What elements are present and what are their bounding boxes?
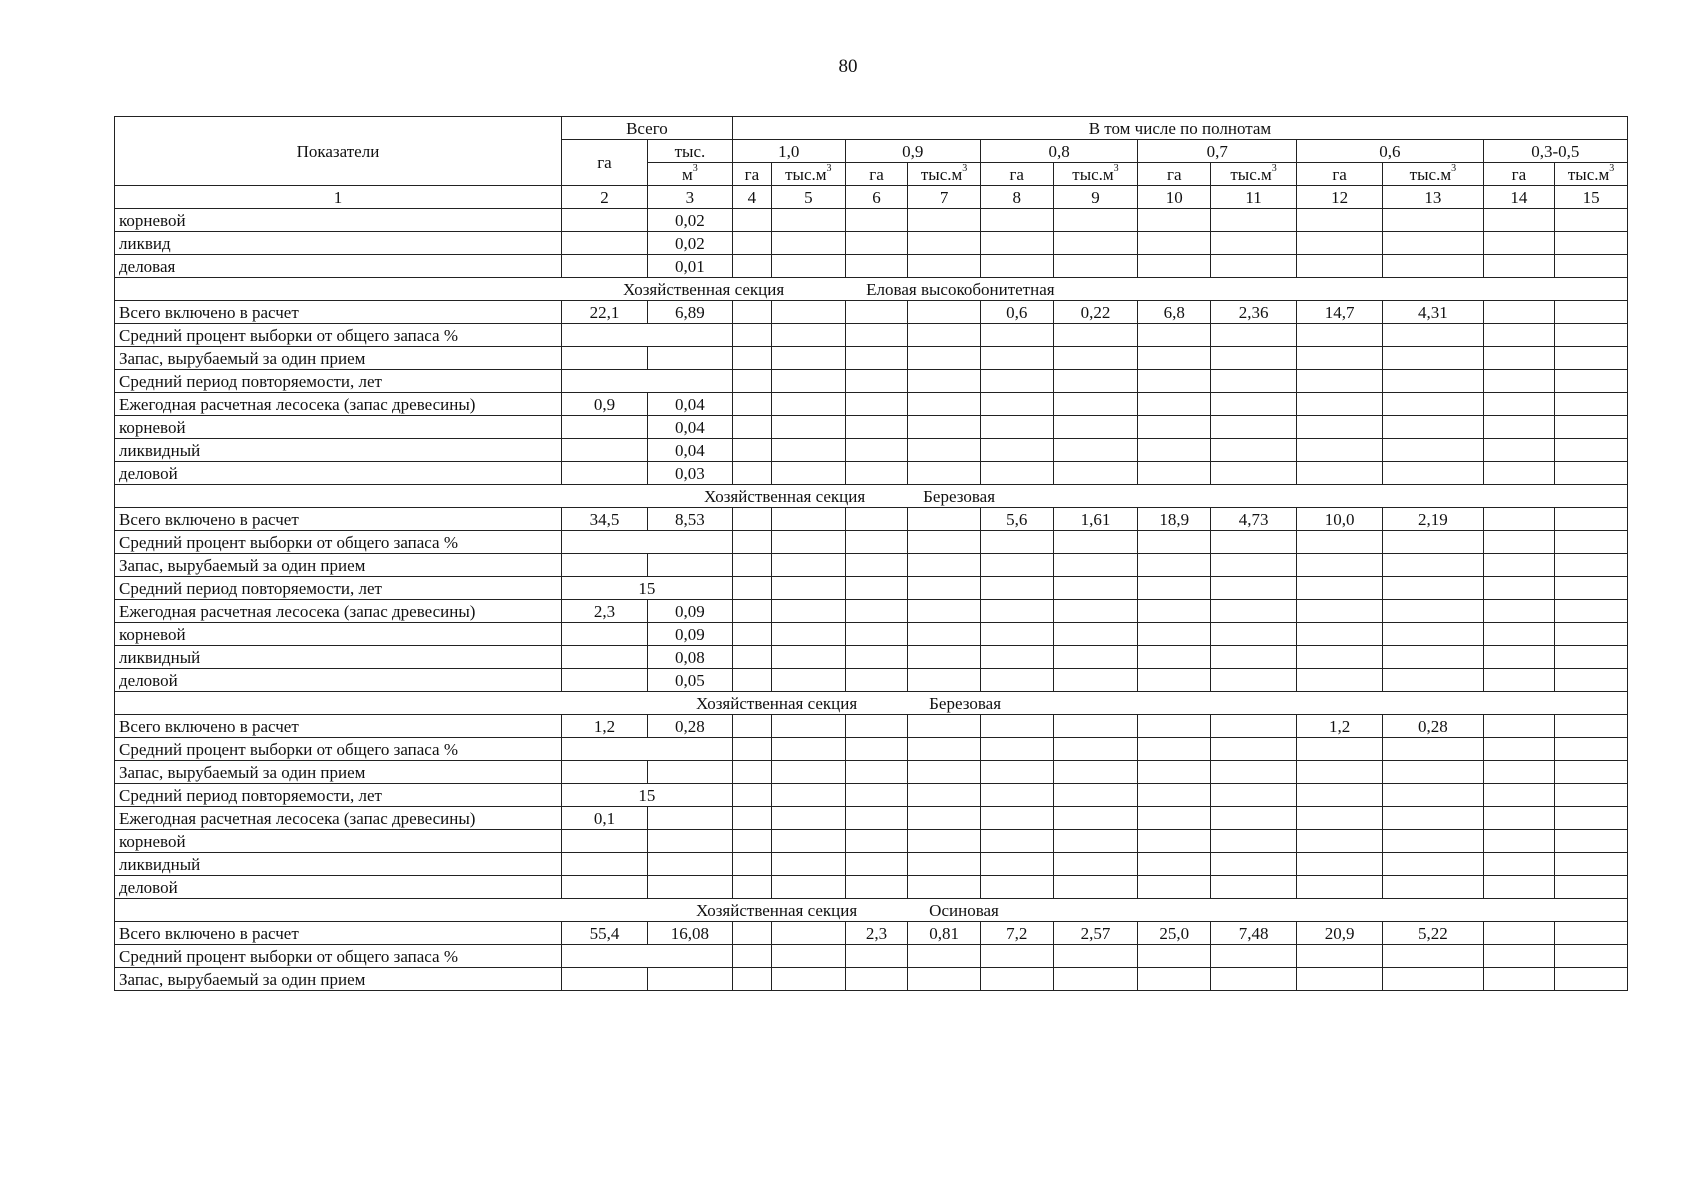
cell-value: 0,09	[647, 623, 732, 646]
table-row	[115, 623, 1628, 646]
row-label: Ежегодная расчетная лесосека (запас древесины)	[115, 600, 562, 623]
cell-value: 34,5	[561, 508, 647, 531]
row-label: Запас, вырубаемый за один прием	[115, 968, 562, 991]
column-number: 12	[1297, 186, 1383, 209]
row-label: Запас, вырубаемый за один прием	[115, 347, 562, 370]
table-row	[115, 761, 1628, 784]
row-label: Средний процент выборки от общего запаса %	[115, 945, 562, 968]
table-row	[115, 370, 1628, 393]
header-thous-m3: $тыс.м^3$	[908, 163, 981, 186]
section-title: Хозяйственная секция	[696, 900, 858, 920]
header-total: Всего	[561, 117, 732, 140]
column-number: 8	[980, 186, 1053, 209]
header-density-0-3-0-5: 0,3-0,5	[1483, 140, 1627, 163]
cell-value: 0,04	[647, 393, 732, 416]
column-number: 14	[1483, 186, 1555, 209]
cell-value: 2,57	[1053, 922, 1138, 945]
row-label: деловой	[115, 876, 562, 899]
cell-value: 0,28	[1383, 715, 1484, 738]
header-ha: га	[1483, 163, 1555, 186]
section-title: Хозяйственная секция	[623, 279, 785, 299]
header-total-ha: га	[561, 140, 647, 186]
cell-value: 15	[561, 577, 732, 600]
cell-value: 0,1	[561, 807, 647, 830]
table-row	[115, 830, 1628, 853]
header-density-0-6: 0,6	[1297, 140, 1484, 163]
table-row	[115, 301, 1628, 324]
column-number: 7	[908, 186, 981, 209]
cell-value: 0,01	[647, 255, 732, 278]
table-row	[115, 715, 1628, 738]
column-number: 6	[845, 186, 908, 209]
cell-value: 2,3	[845, 922, 908, 945]
row-label: Средний процент выборки от общего запаса %	[115, 738, 562, 761]
cell-value	[647, 876, 732, 899]
column-number: 4	[732, 186, 771, 209]
cell-value: 0,22	[1053, 301, 1138, 324]
table-row	[115, 462, 1628, 485]
header-ha: га	[845, 163, 908, 186]
column-number: 13	[1383, 186, 1484, 209]
section-name: Еловая высокобонитетная	[866, 279, 1055, 299]
table-row	[115, 209, 1628, 232]
column-numbers-row	[115, 186, 1628, 209]
section-header	[115, 692, 1628, 715]
row-label: деловая	[115, 255, 562, 278]
cell-value: 1,2	[561, 715, 647, 738]
header-density-0-7: 0,7	[1138, 140, 1297, 163]
table-row	[115, 784, 1628, 807]
table-row	[115, 876, 1628, 899]
header-density-0-8: 0,8	[980, 140, 1138, 163]
header-thous-m3: $тыс.м^3$	[1555, 163, 1628, 186]
table-row	[115, 669, 1628, 692]
section-header	[115, 899, 1628, 922]
table-row	[115, 531, 1628, 554]
page-number: 80	[838, 56, 858, 77]
cell-value: 25,0	[1138, 922, 1211, 945]
table-row	[115, 807, 1628, 830]
header-thous-m3: $тыс.м^3$	[1383, 163, 1484, 186]
section-title: Хозяйственная секция	[696, 693, 858, 713]
section-name: Осиновая	[929, 900, 999, 920]
cell-value: 1,61	[1053, 508, 1138, 531]
row-label: корневой	[115, 416, 562, 439]
header-ha: га	[1138, 163, 1211, 186]
cell-value: 2,3	[561, 600, 647, 623]
cell-value: 4,31	[1383, 301, 1484, 324]
cell-value: 7,48	[1211, 922, 1297, 945]
section-header	[115, 485, 1628, 508]
table-row	[115, 324, 1628, 347]
row-label: Ежегодная расчетная лесосека (запас древесины)	[115, 393, 562, 416]
row-label: ликвидный	[115, 439, 562, 462]
row-label: Всего включено в расчет	[115, 715, 562, 738]
cell-value: 0,28	[647, 715, 732, 738]
section-name: Березовая	[929, 693, 1002, 713]
cell-value: 6,8	[1138, 301, 1211, 324]
forest-indicators-table	[114, 116, 1628, 991]
header-thous-m3: $тыс.м^3$	[1211, 163, 1297, 186]
row-label: Средний период повторяемости, лет	[115, 577, 562, 600]
table-row	[115, 945, 1628, 968]
cell-value: 5,22	[1383, 922, 1484, 945]
table-row	[115, 968, 1628, 991]
header-row-1	[115, 117, 1628, 140]
row-label: Средний процент выборки от общего запаса %	[115, 324, 562, 347]
cell-value: 1,2	[1297, 715, 1383, 738]
table-row	[115, 416, 1628, 439]
row-label: Средний период повторяемости, лет	[115, 784, 562, 807]
cell-value: 2,36	[1211, 301, 1297, 324]
cell-value: 0,03	[647, 462, 732, 485]
cell-value	[647, 830, 732, 853]
cell-value: 55,4	[561, 922, 647, 945]
section-title: Хозяйственная секция	[704, 486, 866, 506]
row-label: деловой	[115, 669, 562, 692]
cell-value: 18,9	[1138, 508, 1211, 531]
table-row	[115, 853, 1628, 876]
table-row	[115, 922, 1628, 945]
row-label: деловой	[115, 462, 562, 485]
table-row	[115, 255, 1628, 278]
header-by-density: В том числе по полнотам	[732, 117, 1627, 140]
cell-value: 4,73	[1211, 508, 1297, 531]
cell-value: 0,02	[647, 209, 732, 232]
column-number: 9	[1053, 186, 1138, 209]
cell-value	[647, 807, 732, 830]
table-row	[115, 600, 1628, 623]
table-row	[115, 577, 1628, 600]
cell-value: 15	[561, 784, 732, 807]
table-row	[115, 508, 1628, 531]
header-density-0-9: 0,9	[845, 140, 980, 163]
cell-value	[561, 370, 732, 393]
header-thous-m3: $тыс.м^3$	[771, 163, 845, 186]
column-number: 3	[647, 186, 732, 209]
row-label: Всего включено в расчет	[115, 922, 562, 945]
row-label: ликвид	[115, 232, 562, 255]
table-row	[115, 554, 1628, 577]
row-label: корневой	[115, 623, 562, 646]
row-label: Средний период повторяемости, лет	[115, 370, 562, 393]
column-number: 10	[1138, 186, 1211, 209]
row-label: ликвидный	[115, 646, 562, 669]
column-number: 11	[1211, 186, 1297, 209]
header-ha: га	[1297, 163, 1383, 186]
row-label: Запас, вырубаемый за один прием	[115, 554, 562, 577]
header-ha: га	[732, 163, 771, 186]
table-row	[115, 738, 1628, 761]
cell-value: 0,04	[647, 416, 732, 439]
header-thous-m3: $тыс.м^3$	[1053, 163, 1138, 186]
section-header	[115, 278, 1628, 301]
table-row	[115, 347, 1628, 370]
cell-value: 16,08	[647, 922, 732, 945]
table-row	[115, 439, 1628, 462]
header-indicators: Показатели	[115, 117, 562, 186]
table-row	[115, 646, 1628, 669]
table-row	[115, 232, 1628, 255]
cell-value: 0,02	[647, 232, 732, 255]
cell-value: 0,81	[908, 922, 981, 945]
row-label: Всего включено в расчет	[115, 301, 562, 324]
cell-value: 14,7	[1297, 301, 1383, 324]
cell-value: 10,0	[1297, 508, 1383, 531]
cell-value: 0,6	[980, 301, 1053, 324]
row-label: Ежегодная расчетная лесосека (запас древесины)	[115, 807, 562, 830]
cell-value: 6,89	[647, 301, 732, 324]
cell-value: 5,6	[980, 508, 1053, 531]
header-density-1-0: 1,0	[732, 140, 845, 163]
row-label: ликвидный	[115, 853, 562, 876]
cell-value: 7,2	[980, 922, 1053, 945]
column-number: 2	[561, 186, 647, 209]
cell-value: 2,19	[1383, 508, 1484, 531]
cell-value: 0,09	[647, 600, 732, 623]
row-label: корневой	[115, 830, 562, 853]
header-total-m3: $м^3$	[647, 163, 732, 186]
header-ha: га	[980, 163, 1053, 186]
table-row	[115, 393, 1628, 416]
row-label: корневой	[115, 209, 562, 232]
row-label: Всего включено в расчет	[115, 508, 562, 531]
cell-value: 0,04	[647, 439, 732, 462]
column-number: 1	[115, 186, 562, 209]
cell-value: 0,08	[647, 646, 732, 669]
cell-value: 20,9	[1297, 922, 1383, 945]
row-label: Средний процент выборки от общего запаса %	[115, 531, 562, 554]
cell-value: 8,53	[647, 508, 732, 531]
header-total-thous: тыс.	[647, 140, 732, 163]
column-number: 5	[771, 186, 845, 209]
section-name: Березовая	[923, 486, 996, 506]
column-number: 15	[1555, 186, 1628, 209]
row-label: Запас, вырубаемый за один прием	[115, 761, 562, 784]
cell-value: 22,1	[561, 301, 647, 324]
cell-value	[647, 853, 732, 876]
cell-value: 0,9	[561, 393, 647, 416]
cell-value: 0,05	[647, 669, 732, 692]
